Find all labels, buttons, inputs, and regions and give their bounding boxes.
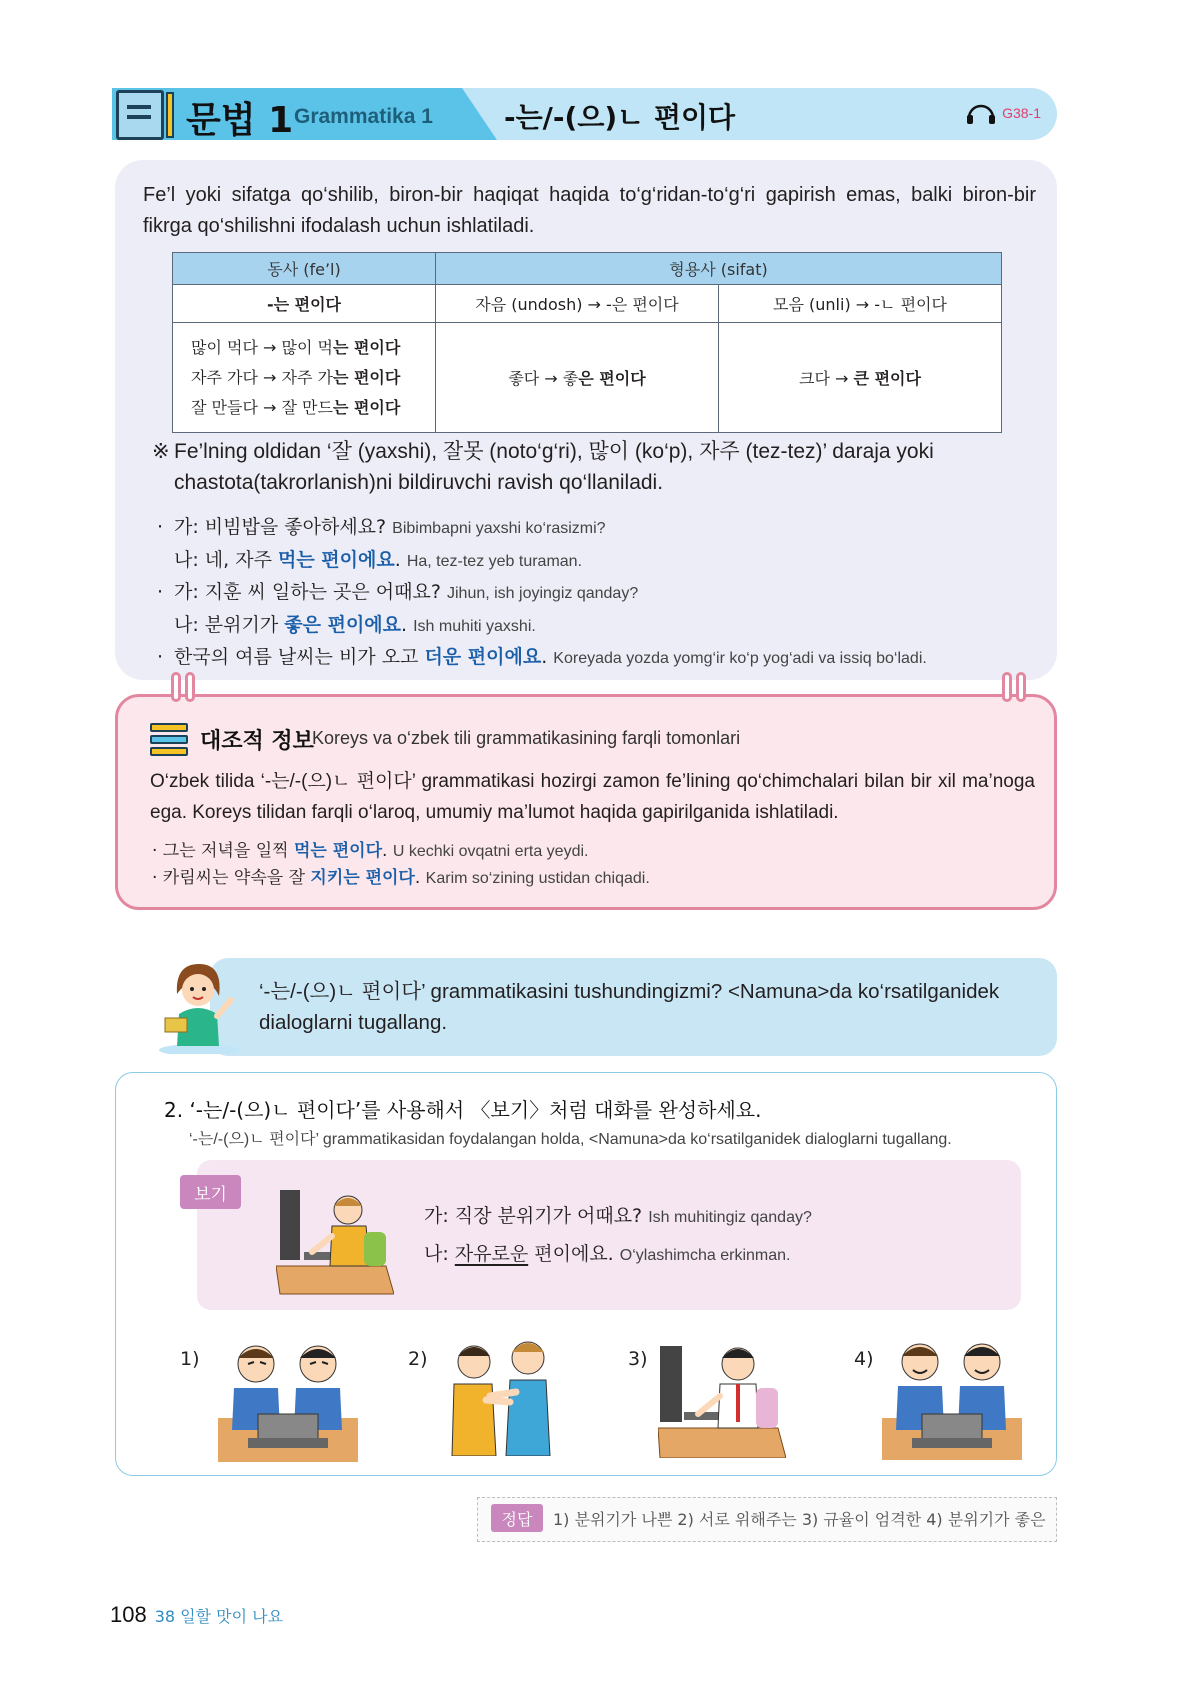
item-number: 2) [408, 1348, 428, 1370]
pencil-icon [166, 92, 174, 138]
verb-example: 자주 가다 → 자주 가는 편이다 [191, 367, 401, 387]
table-head-adjective: 형용사 (sifat) [436, 253, 1002, 285]
happy-workers-illustration [882, 1332, 1022, 1460]
usage-note [152, 436, 1022, 498]
grammar-title: 문법 1 [186, 100, 294, 141]
page-number: 108 [110, 1602, 147, 1627]
contrast-example: · 그는 저녁을 일찍 먹는 편이다. U kechki ovqatni erta yeydi. [152, 841, 589, 861]
contrast-title: 대조적 정보 [200, 729, 314, 754]
answer-text: 1) 분위기가 나쁜 2) 서로 위해주는 3) 규율이 엄격한 4) 분위기가 좋은 [553, 1510, 1046, 1529]
note-text: Fe’lning oldidan ‘잘 (yaxshi), 잘못 (noto‘g‘ri), 많이 (ko‘p), 자주 (tez-tez)’ daraja yoki chastota(takrorlanish)ni bildiruvchi ravish qo‘llaniladi. [174, 440, 934, 494]
item-number: 4) [854, 1348, 874, 1370]
books-stack-icon [150, 723, 188, 757]
adj-vowel-example: 크다 → 큰 편이다 [719, 323, 1002, 433]
note-mark: ※ [152, 440, 170, 463]
contrast-text: O‘zbek tilida ‘-는/-(으)ㄴ 편이다’ grammatikasi hozirgi zamon fe’lining qo‘chimchalari bilan bir xil ma’noga ega. Koreys tilidan farqli o‘laroq, umumiy ma’lumot haqida gapirilganida ishlatiladi. [150, 771, 1035, 823]
adj-consonant-form: 자음 (undosh) → -은 편이다 [436, 285, 719, 323]
book-icon [116, 90, 164, 140]
item-number: 3) [628, 1348, 648, 1370]
binder-ring [171, 672, 181, 702]
adj-consonant-example: 좋다 → 좋은 편이다 [436, 323, 719, 433]
example-line: · 한국의 여름 날씨는 비가 오고 더운 편이에요. Koreyada yozda yomg‘ir ko‘p yog‘adi va issiq bo‘ladi. [157, 646, 927, 668]
example-answer: 나: 자유로운 편이에요. O‘ylashimcha erkinman. [424, 1243, 791, 1265]
contrast-examples [152, 838, 650, 892]
exercise-subtitle: ‘-는/-(으)ㄴ 편이다’ grammatikasidan foydalangan holda, <Namuna>da ko‘rsatilganidek dialoglarni tugallang. [189, 1131, 952, 1148]
adj-vowel-form: 모음 (unli) → -ㄴ 편이다 [719, 285, 1002, 323]
binder-ring [1016, 672, 1026, 702]
example-question: 가: 직장 분위기가 어때요? Ish muhitingiz qanday? [424, 1205, 812, 1227]
audio-track[interactable] [966, 102, 1041, 124]
angry-workers-illustration [218, 1334, 358, 1462]
example-line: · 가: 비빔밥을 좋아하세요? Bibimbapni yaxshi ko‘rasizmi? [157, 516, 606, 538]
binder-ring [185, 672, 195, 702]
page-footer [110, 1602, 283, 1628]
intro-text: Fe’l yoki sifatga qo‘shilib, biron-bir haqiqat haqida to‘g‘ridan-to‘g‘ri gapirish emas, balki biron-bir fikrga qo‘shilishni ifodalash uchun ishlatiladi. [143, 184, 1036, 237]
verb-example: 잘 만들다 → 잘 만드는 편이다 [191, 397, 401, 417]
instruction-text: ‘-는/-(으)ㄴ 편이다’ grammatikasini tushundingizmi? <Namuna>da ko‘rsatilganidek dialoglarni tugallang. [259, 980, 1000, 1034]
teacher-illustration [155, 954, 240, 1054]
friends-illustration [440, 1336, 560, 1456]
item-number: 1) [180, 1348, 200, 1370]
headphones-icon [966, 102, 996, 124]
answer-label: 정답 [491, 1504, 543, 1532]
audio-code: G38-1 [1002, 105, 1041, 121]
verb-form: -는 편이다 [173, 285, 436, 323]
verb-examples [173, 323, 436, 433]
example-dialog [424, 1198, 812, 1274]
exercise-title: 2. ‘-는/-(으)ㄴ 편이다’를 사용해서 〈보기〉처럼 대화를 완성하세요. [164, 1098, 762, 1122]
contrast-example: · 카림씨는 약속을 잘 지키는 편이다. Karim so‘zining ustidan chiqadi. [152, 868, 650, 888]
table-head-verb: 동사 (fe’l) [173, 253, 436, 285]
example-line: 나: 네, 자주 먹는 편이에요. Ha, tez-tez yeb turaman. [174, 548, 583, 571]
office-worker-illustration [276, 1176, 394, 1296]
example-line: · 가: 지훈 씨 일하는 곳은 어때요? Jihun, ish joyingiz qanday? [157, 581, 639, 603]
chapter-title: 38 일할 맛이 나요 [154, 1607, 284, 1626]
example-sentences [157, 512, 1037, 675]
grammar-subtitle: Grammatika 1 [294, 105, 433, 128]
grammar-header [112, 88, 1057, 140]
grammar-table [172, 252, 1002, 433]
grammar-topic: -는/-(으)ㄴ 편이다 [504, 101, 736, 134]
binder-ring [1002, 672, 1012, 702]
contrast-subtitle: Koreys va o‘zbek tili grammatikasining farqli tomonlari [312, 728, 741, 748]
example-line: 나: 분위기가 좋은 편이에요. Ish muhiti yaxshi. [174, 613, 536, 636]
computer-worker-illustration [658, 1332, 786, 1458]
verb-example: 많이 먹다 → 많이 먹는 편이다 [191, 337, 401, 357]
example-label: 보기 [180, 1175, 241, 1209]
